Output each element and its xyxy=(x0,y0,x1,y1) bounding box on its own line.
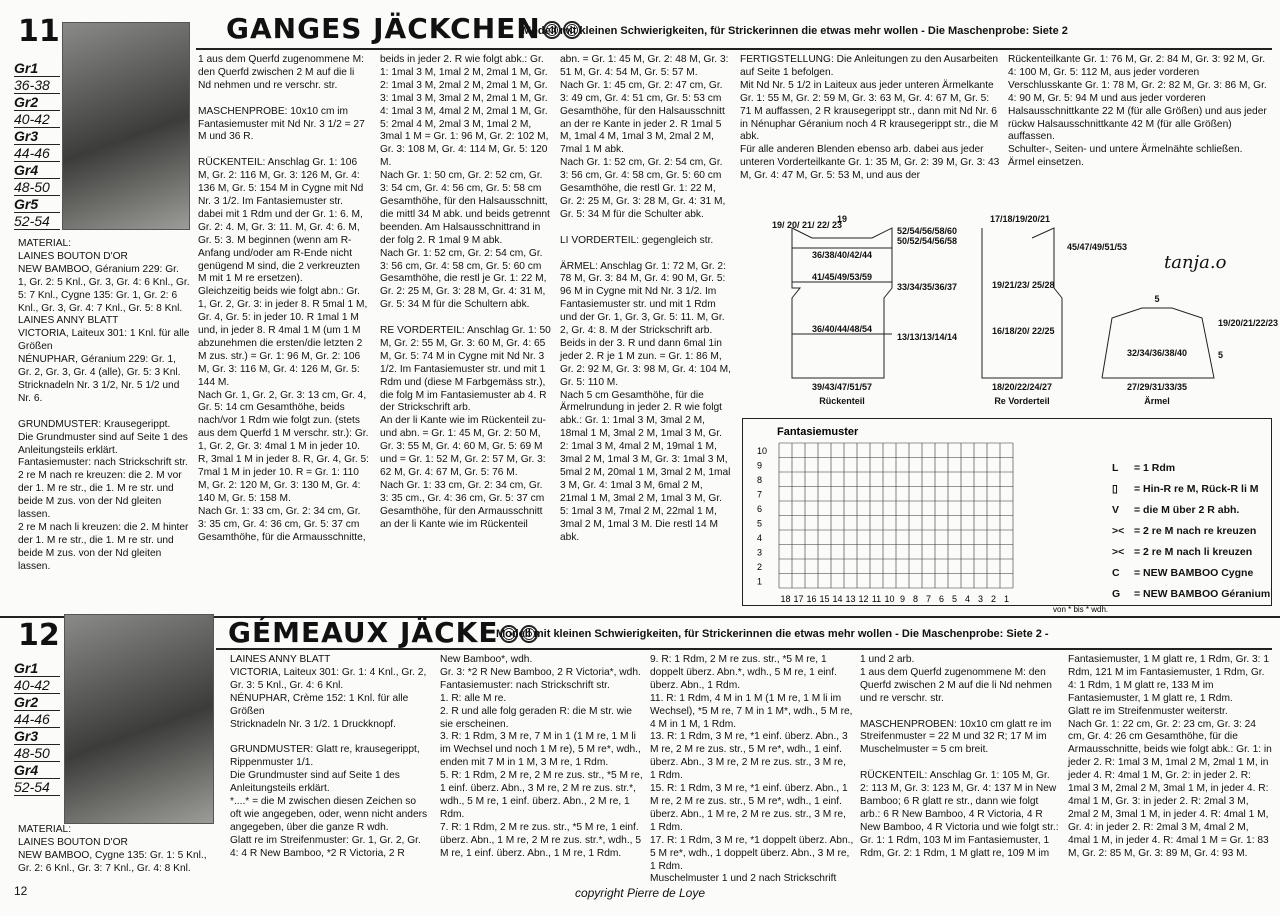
legend-symbol: L xyxy=(1112,462,1119,474)
difficulty-note: Modell mit kleinen Schwierigkeiten, für Strickerinnen die etwas mehr wollen - Die Maschenprobe: Siete 2 - xyxy=(496,628,1049,640)
pattern-title: GÉMEAUX JÄCKE xyxy=(228,616,538,649)
text-column: Rückenteilkante Gr. 1: 76 M, Gr. 2: 84 M, Gr. 3: 92 M, Gr. 4: 100 M, Gr. 5: 112 M, aus jeder vorderen Verschlusskante Gr. 1: 78 M, Gr. 2: 82 M, Gr. 3: 86 M, Gr. 4: 90 M, Gr. 5: 94 M und aus jeder vorderen Halsausschnittkante 22 M (für alle Größen) und aus jeder rückw Halsausschnittkante 42 M (für alle Größen) auffassen. Schulter-, Seiten- und untere Ärmelnähte schließen. Ärmel einsetzen. xyxy=(1008,54,1267,169)
size-table xyxy=(14,660,60,796)
dim-label: 19/ 20/ 21/ 22/ 23 xyxy=(772,220,843,230)
dim-label: 36/40/44/48/54 xyxy=(811,324,873,334)
text-column: New Bamboo*, wdh. Gr. 3: *2 R New Bamboo, 2 R Victoria*, wdh. Fantasiemuster: nach Strickschrift str. 1. R: alle M re. 2. R und alle folg geraden R: die M str. wie sie erscheinen. 3. R: 1 Rdm, 3 M re, 7 M in 1 (1 M re, 1 M li im Wechsel und noch 1 M re), 5 M re*, wdh., enden mit 7 M in 1 M, 3 M re, 1 Rdm. 5. R: 1 Rdm, 2 M re, 2 M re zus. str., *5 M re, 1 einf. überz. Abn., 3 M re, 2 M re zus. str.*, wdh., 5 M re, 1 einf. überz. Abn., 2 M re, 1 Rdm. 7. R: 1 Rdm, 2 M re zus. str., *5 M re, 1 einf. überz. Abn., 1 M re, 2 M re zus. str.*, wdh., 5 M re, 1 einf. überz. Abn., 1 M re, 1 Rdm. xyxy=(440,654,643,859)
divider xyxy=(216,648,1272,650)
row-label: 10 xyxy=(757,446,768,456)
legend-symbol: >< xyxy=(1112,546,1125,558)
row-label: 3 xyxy=(757,547,763,558)
size-range: 48-50 xyxy=(14,745,60,762)
size-label: Gr3 xyxy=(14,728,60,745)
column-label: 4 xyxy=(964,594,971,604)
text-column: abn. = Gr. 1: 45 M, Gr. 2: 48 M, Gr. 3: 51 M, Gr. 4: 54 M, Gr. 5: 57 M. Nach Gr. 1: 45 cm, Gr. 2: 47 cm, Gr. 3: 49 cm, Gr. 4: 51 cm, Gr. 5: 53 cm Gesamthöhe, für den Halsausschnitt an der re Kante in jeder 2. R 1mal 5 M, 1mal 4 M, 1mal 3 M, 2mal 2 M, 7mal 1 M abk. Nach Gr. 1: 52 cm, Gr. 2: 54 cm, Gr. 3: 56 cm, Gr. 4: 58 cm, Gr. 5: 60 cm Gesamthöhe, die restl Gr. 1: 22 M, Gr. 2: 25 M, Gr. 3: 28 M, Gr. 4: 31 M, Gr. 5: 34 M für die Schulter abk. LI VORDERTEIL: gegengleich str. ÄRMEL: Anschlag Gr. 1: 72 M, Gr. 2: 78 M, Gr. 3: 84 M, Gr. 4: 90 M, Gr. 5: 96 M in Cygne mit Nd Nr. 3 1/2. Im Fantasiemuster str. und mit 1 Rdm und der Gr. 1, Gr. 3, Gr. 5: 11. M, Gr. 2, Gr. 4: 8. M der Strickschrift arb. Beids in der 3. R und dann 6mal 1in jeder 2. R je 1 M zun. = Gr. 1: 86 M, Gr. 2: 92 M, Gr. 3: 98 M, Gr. 4: 104 M, Gr. 5: 110 M. Nach 5 cm Gesamthöhe, für die Ärmelrundung in jeder 2. R wie folgt abk.: Gr. 1: 1mal 3 M, 3mal 2 M, 18mal 1 M, 3mal 2 M, 1mal 3 M, Gr. 2: 1mal 3 M, 4mal 2 M, 19mal 1 M, 3mal 2 M, 1mal 3 M, Gr. 3: 1mal 3 M, 5mal 2 M, 20mal 1 M, 3mal 2 M, 1mal 3 M, Gr. 4: 1mal 3 M, 6mal 2 M, 21mal 1 M, 3mal 2 M, 1mal 3 M, Gr. 5: 1mal 3 M, 7mal 2 M, 22mal 1 M, 3mal 2 M, 1mal 3 M. Die restl 14 M abk. xyxy=(560,54,731,543)
dim-label: Rückenteil xyxy=(819,396,865,406)
size-label: Gr2 xyxy=(14,694,60,711)
text-column: 1 und 2 arb. 1 aus dem Querfd zugenommene M: den Querfd zwischen 2 M auf die li Nd nehmen und re verschr. str. MASCHENPROBEN: 10x10 cm glatt re im Streifenmuster = 22 M und 32 R; 17 M im Muschelmuster = 5 cm breit. RÜCKENTEIL: Anschlag Gr. 1: 105 M, Gr. 2: 113 M, Gr. 3: 123 M, Gr. 4: 137 M in New Bamboo; 6 R glatt re str., dann wie folgt arb.: 6 R New Bamboo, 4 R Victoria, 4 R New Bamboo, 4 R Victoria und wie folgt str.: Gr. 1: 1 Rdm, 103 M im Fantasiemuster, 1 Rdm, Gr. 2: 1 Rdm, 1 M glatt re, 109 M im xyxy=(860,654,1059,859)
text-column: 1 aus dem Querfd zugenommene M: den Querfd zwischen 2 M auf die li Nd nehmen und re verschr. str. MASCHENPROBE: 10x10 cm im Fantasiemuster mit Nd Nr. 3 1/2 = 27 M und 36 R. RÜCKENTEIL: Anschlag Gr. 1: 106 M, Gr. 2: 116 M, Gr. 3: 126 M, Gr. 4: 136 M, Gr. 5: 154 M in Cygne mit Nd Nr. 3 1/2. Im Fantasiemuster str. dabei mit 1 Rdm und der Gr. 1: 6. M, Gr. 2: 4. M, Gr. 3: 11. M, Gr. 4: 6. M, Gr. 5: 3. M beginnen (wenn am R-Anfang und/oder am R-Ende nicht genügend M sind, die 2 verkreuzten M mit 1 M re ersetzen). Gleichzeitig beids wie folgt abn.: Gr. 1, Gr. 2, Gr. 3: in jeder 8. R 5mal 1 M, Gr. 4, Gr. 5: in jeder 10. R 1mal 1 M und, in jeder 8. R 4mal 1 M (um 1 M abzunehmen die ersten/die letzten 2 M zus. str.) = Gr. 1: 96 M, Gr. 2: 106 M, Gr. 3: 116 M, Gr. 4: 126 M, Gr. 5: 144 M. Nach Gr. 1, Gr. 2, Gr. 3: 13 cm, Gr. 4, Gr. 5: 14 cm Gesamthöhe, beids nach/vor 1 Rdm wie folgt zun. (stets aus dem Querfd 1 M verschr. str.): Gr. 1, Gr. 2, Gr. 3: 4mal 1 M in jeder 10. R, 3mal 1 M in jeder 8. R, Gr. 4, Gr. 5: 7mal 1 M in jeder 10. R = Gr. 1: 110 M, Gr. 2: 120 M, Gr. 3: 130 M, Gr. 4: 140 M, Gr. 5: 158 M. Nach Gr. 1: 33 cm, Gr. 2: 34 cm, Gr. 3: 35 cm, Gr. 4: 36 cm, Gr. 5: 37 cm Gesamthöhe, für die Armausschnitte, xyxy=(198,54,369,543)
dim-label: 45/47/49/51/53 xyxy=(1067,242,1128,252)
pattern-number: 11 xyxy=(18,14,60,49)
column-label: 1 xyxy=(1003,594,1010,604)
column-label: 3 xyxy=(977,594,984,604)
legend-symbol: >< xyxy=(1112,525,1125,537)
size-range: 52-54 xyxy=(14,213,60,230)
dim-label: 13/13/13/14/14 xyxy=(897,332,958,342)
column-label: 2 xyxy=(990,594,997,604)
size-range: 36-38 xyxy=(14,77,60,94)
chart-title: Fantasiemuster xyxy=(777,426,859,438)
legend-item xyxy=(1112,479,1272,500)
dim-label: 50/52/54/56/58 xyxy=(897,236,958,246)
legend-item xyxy=(1112,584,1272,605)
chart-legend xyxy=(1112,458,1272,605)
pattern-number: 12 xyxy=(18,618,60,653)
dim-label: 5 xyxy=(1218,350,1224,360)
column-label: 7 xyxy=(925,594,932,604)
model-photo xyxy=(62,22,190,230)
size-label: Gr4 xyxy=(14,762,60,779)
size-label: Gr3 xyxy=(14,128,60,145)
legend-symbol: ▯ xyxy=(1112,483,1118,495)
column-label: 11 xyxy=(871,594,882,604)
size-table xyxy=(14,60,60,230)
dim-label: 16/18/20/ 22/25 xyxy=(992,326,1055,336)
row-label: 8 xyxy=(757,475,763,485)
legend-symbol: G xyxy=(1112,588,1121,600)
legend-item xyxy=(1112,458,1272,479)
difficulty-note: Modell mit kleinen Schwierigkeiten, für Strickerinnen die etwas mehr wollen - Die Maschenprobe: Siete 2 xyxy=(522,25,1068,37)
legend-symbol: C xyxy=(1112,567,1120,579)
legend-item xyxy=(1112,542,1272,563)
column-label: 15 xyxy=(819,594,830,604)
dim-label: 19 xyxy=(836,214,848,224)
column-label: 10 xyxy=(884,594,895,604)
dim-label: 27/29/31/33/35 xyxy=(1126,382,1188,392)
size-range: 48-50 xyxy=(14,179,60,196)
column-label: 8 xyxy=(912,594,919,604)
dim-label: 18/20/22/24/27 xyxy=(991,382,1053,392)
row-label: 1 xyxy=(757,576,763,587)
row-label: 5 xyxy=(757,518,763,529)
legend-item xyxy=(1112,500,1272,521)
dim-label: 32/34/36/38/40 xyxy=(1126,348,1188,358)
text-column: MATERIAL: LAINES BOUTON D'OR NEW BAMBOO, Cygne 135: Gr. 1: 5 Knl., Gr. 2: 6 Knl., Gr. 3: 7 Knl., Gr. 4: 8 Knl. xyxy=(18,824,207,874)
size-range: 44-46 xyxy=(14,711,60,728)
column-label: 5 xyxy=(951,594,958,604)
row-label: 9 xyxy=(757,460,763,471)
size-label: Gr1 xyxy=(14,660,60,677)
signature: tanja.o xyxy=(1164,252,1227,273)
legend-item xyxy=(1112,521,1272,542)
text-column: FERTIGSTELLUNG: Die Anleitungen zu den Ausarbeiten auf Seite 1 befolgen. Mit Nd Nr. 5 1/2 in Laiteux aus jeder unteren Ärmelkante Gr. 1: 55 M, Gr. 2: 59 M, Gr. 3: 63 M, Gr. 4: 67 M, Gr. 5: 71 M auffassen, 2 R krausegerippt str., dann mit Nd Nr. 6 in Nénuphar Géranium noch 4 R krausegerippt str., die M abk. Für alle anderen Blenden ebenso arb. dabei aus jeder unteren Vorderteilkante Gr. 1: 35 M, Gr. 2: 39 M, Gr. 3: 43 M, Gr. 4: 47 M, Gr. 5: 53 M, und aus der xyxy=(740,54,1000,182)
column-label: 14 xyxy=(832,594,843,604)
legend-text: = die M über 2 R abh. xyxy=(1134,504,1240,516)
dim-label: 33/34/35/36/37 xyxy=(897,282,958,292)
column-label: 13 xyxy=(845,594,856,604)
size-label: Gr5 xyxy=(14,196,60,213)
row-label: 6 xyxy=(757,504,763,514)
legend-symbol: V xyxy=(1112,504,1120,516)
size-label: Gr4 xyxy=(14,162,60,179)
legend-text: = 1 Rdm xyxy=(1134,462,1176,474)
pattern-title: GANGES JÄCKCHEN xyxy=(226,12,581,45)
column-label: 6 xyxy=(938,594,945,604)
row-label: 7 xyxy=(757,489,763,500)
legend-text: = 2 re M nach li kreuzen xyxy=(1134,546,1253,558)
column-label: 12 xyxy=(858,594,869,604)
model-photo xyxy=(64,614,214,824)
dim-label: 19/20/21/22/23 xyxy=(1218,318,1279,328)
dim-label: Ärmel xyxy=(1144,396,1170,406)
repeat-note: von * bis * wdh. xyxy=(1053,605,1109,614)
legend-text: = 2 re M nach re kreuzen xyxy=(1134,525,1257,537)
divider xyxy=(196,48,1272,50)
size-range: 40-42 xyxy=(14,111,60,128)
text-column: 9. R: 1 Rdm, 2 M re zus. str., *5 M re, 1 doppelt überz. Abn.*, wdh., 5 M re, 1 einf. überz. Abn., 1 Rdm. 11. R: 1 Rdm, 4 M in 1 M (1 M re, 1 M li im Wechsel), *5 M re, 7 M in 1 M*, wdh., 5 M re, 4 M in 1 M, 1 Rdm. 13. R: 1 Rdm, 3 M re, *1 einf. überz. Abn., 3 M re, 2 M re zus. str., 5 M re*, wdh., 1 einf. überz. Abn., 3 M re, 2 M re zus. str., 3 M re, 1 Rdm. 15. R: 1 Rdm, 3 M re, *1 einf. überz. Abn., 1 M re, 2 M re zus. str., 5 M re*, wdh., 1 einf. überz. Abn., 1 M re, 2 M re zus. str., 3 M re, 1 Rdm. 17. R: 1 Rdm, 3 M re, *1 doppelt überz. Abn., 5 M re*, wdh., 1 doppelt überz. Abn., 3 M re, 1 Rdm. Muschelmuster 1 und 2 nach Strickschrift xyxy=(650,654,854,885)
legend-text: = NEW BAMBOO Géranium xyxy=(1134,588,1271,600)
dim-label: 36/38/40/42/44 xyxy=(811,250,873,260)
text-column: beids in jeder 2. R wie folgt abk.: Gr. 1: 1mal 3 M, 1mal 2 M, 2mal 1 M, Gr. 2: 1mal 3 M, 2mal 2 M, 2mal 1 M, Gr. 3: 1mal 3 M, 3mal 2 M, 2mal 1 M, Gr. 4: 1mal 3 M, 4mal 2 M, 2mal 1 M, Gr. 5: 2mal 4 M, 2mal 3 M, 1mal 2 M, 3mal 1 M = Gr. 1: 96 M, Gr. 2: 102 M, Gr. 3: 108 M, Gr. 4: 114 M, Gr. 5: 120 M. Nach Gr. 1: 50 cm, Gr. 2: 52 cm, Gr. 3: 54 cm, Gr. 4: 56 cm, Gr. 5: 58 cm Gesamthöhe, für den Halsausschnitt, die mittl 34 M abk. und beids getrennt beenden. Am Halsausschnittrand in der folg 2. R 1mal 9 M abk. Nach Gr. 1: 52 cm, Gr. 2: 54 cm, Gr. 3: 56 cm, Gr. 4: 58 cm, Gr. 5: 60 cm Gesamthöhe, die restl je Gr. 1: 22 M, Gr. 2: 25 M, Gr. 3: 28 M, Gr. 4: 31 M, Gr. 5: 34 M für die Schultern abk. RE VORDERTEIL: Anschlag Gr. 1: 50 M, Gr. 2: 55 M, Gr. 3: 60 M, Gr. 4: 65 M, Gr. 5: 74 M in Cygne mit Nd Nr. 3 1/2. Im Fantasiemuster str. und mit 1 Rdm und (diese M Farbgemäss str.), die folg M im Fantasiemuster ab 4. R der Strickschrift arb. An der li Kante wie im Rückenteil zu- und abn. = Gr. 1: 45 M, Gr. 2: 50 M, Gr. 3: 55 M, Gr. 4: 60 M, Gr. 5: 69 M und = Gr. 1: 52 M, Gr. 2: 57 M, Gr. 3: 62 M, Gr. 4: 67 M, Gr. 5: 76 M. Nach Gr. 1: 33 cm, Gr. 2: 34 cm, Gr. 3: 35 cm., Gr. 4: 36 cm, Gr. 5: 37 cm Gesamthöhe, für den Armausschnitt an der li Kante wie im Rückenteil xyxy=(380,54,551,530)
legend-item xyxy=(1112,563,1272,584)
text-column: MATERIAL: LAINES BOUTON D'OR NEW BAMBOO, Géranium 229: Gr. 1, Gr. 2: 5 Knl., Gr. 3, Gr. 4: 6 Knl., Gr. 5: 7 Knl., Cygne 135: Gr. 1, Gr. 2: 6 Knl., Gr. 3, Gr. 4: 7 Knl., Gr. 5: 8 Knl. LAINES ANNY BLATT VICTORIA, Laiteux 301: 1 Knl. für alle Größen NÉNUPHAR, Géranium 229: Gr. 1, Gr. 2, Gr. 3, Gr. 4 (alle), Gr. 5: 3 Knl. Stricknadeln Nr. 3 1/2, Nr. 5 1/2 und Nr. 6. GRUNDMUSTER: Krausegerippt. Die Grundmuster sind auf Seite 1 des Anleitungsteils erklärt. Fantasiemuster: nach Strickschrift str. 2 re M nach re kreuzen: die 2. M vor der 1. M re str., die 1. M re str. und beide M zus. von der Nd gleiten lassen. 2 re M nach li kreuzen: die 2. M hinter der 1. M re str., die 1. M re str. und beide M zus. von der Nd gleiten lassen. xyxy=(18,238,190,572)
dim-label: 19/21/23/ 25/28 xyxy=(992,280,1055,290)
size-range: 52-54 xyxy=(14,779,60,796)
dim-label: 52/54/56/58/60 xyxy=(897,226,958,236)
dim-label: 39/43/47/51/57 xyxy=(811,382,873,392)
page-number: 12 xyxy=(14,884,28,898)
row-label: 4 xyxy=(757,533,763,543)
size-range: 44-46 xyxy=(14,145,60,162)
column-label: 9 xyxy=(899,594,906,604)
copyright: copyright Pierre de Loye xyxy=(574,886,706,900)
legend-text: = Hin-R re M, Rück-R li M xyxy=(1134,483,1259,495)
schematic-diagram xyxy=(742,208,1279,416)
size-label: Gr2 xyxy=(14,94,60,111)
column-label: 18 xyxy=(780,594,791,604)
text-column: LAINES ANNY BLATT VICTORIA, Laiteux 301: Gr. 1: 4 Knl., Gr. 2, Gr. 3: 5 Knl., Gr. 4: 6 Knl. NÉNUPHAR, Crème 152: 1 Knl. für alle Größen Stricknadeln Nr. 3 1/2. 1 Druckknopf. GRUNDMUSTER: Glatt re, krausegerippt, Rippenmuster 1/1. Die Grundmuster sind auf Seite 1 des Anleitungsteils erklärt. *....* = die M zwischen diesen Zeichen so oft wie angegeben, oder, wenn nicht anders angegeben, über die ganze R wdh. Glatt re im Streifenmuster: Gr. 1, Gr. 2, Gr. 4: 4 R New Bamboo, *2 R Victoria, 2 R xyxy=(230,654,428,859)
legend-text: = NEW BAMBOO Cygne xyxy=(1134,567,1254,579)
dim-label: 41/45/49/53/59 xyxy=(811,272,873,282)
dim-label: 17/18/19/20/21 xyxy=(990,214,1051,224)
column-label: 16 xyxy=(806,594,817,604)
size-range: 40-42 xyxy=(14,677,60,694)
dim-label: 5 xyxy=(1154,294,1160,304)
column-label: 17 xyxy=(793,594,804,604)
text-column: Fantasiemuster, 1 M glatt re, 1 Rdm, Gr. 3: 1 Rdm, 121 M im Fantasiemuster, 1 Rdm, Gr. 4: 1 Rdm, 1 M glatt re, 133 M im Fantasiemuster, 1 M glatt re, 1 Rdm. Glatt re im Streifenmuster weiterstr. Nach Gr. 1: 22 cm, Gr. 2: 23 cm, Gr. 3: 24 cm, Gr. 4: 26 cm Gesamthöhe, für die Armausschnitte, beids wie folgt abk.: Gr. 1: in jeder 2. R: 1mal 3 M, 1mal 2 M, 2mal 1 M, in jeder 4. R: 4mal 1 M, Gr. 2: in jeder 2. R: 1mal 3 M, 2mal 2 M, 3mal 1 M, in jeder 4. R: 4mal 1 M, Gr. 3: in jeder 2. R: 2mal 3 M, 2mal 2 M, 3mal 1 M, in jeder 4. R: 4mal 1 M, Gr. 4: in jeder 2. R: 2mal 3 M, 4mal 2 M, 4mal 1 M, in jeder 4. R: 4mal 1 M = Gr. 1: 83 M, Gr. 2: 85 M, Gr. 3: 89 M, Gr. 4: 93 M. xyxy=(1068,654,1272,859)
size-label: Gr1 xyxy=(14,60,60,77)
dim-label: Re Vorderteil xyxy=(994,396,1050,406)
row-label: 2 xyxy=(757,562,763,572)
